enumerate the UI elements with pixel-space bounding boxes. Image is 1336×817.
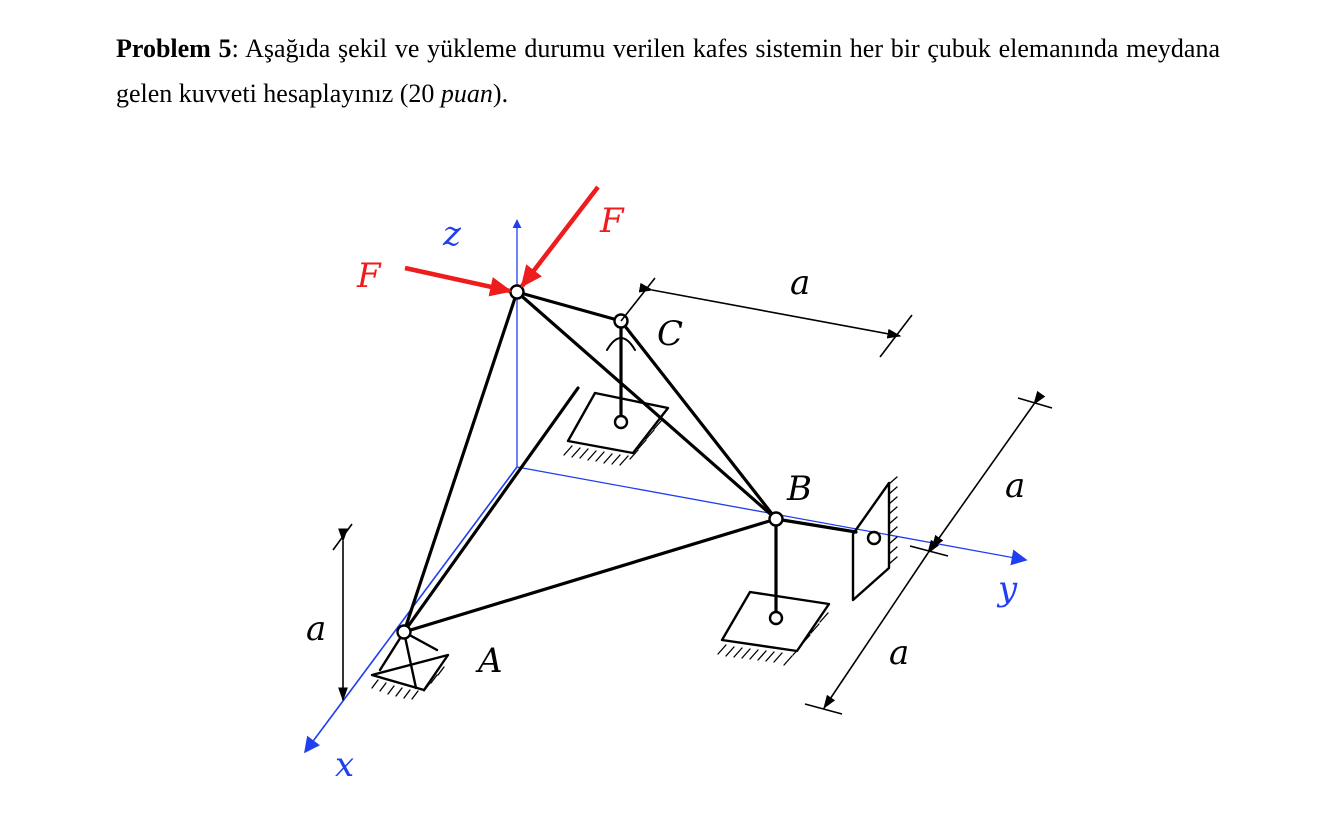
dim-label-right-lower: a — [889, 633, 910, 673]
axis-label-y: y — [998, 569, 1018, 609]
node-labels — [475, 314, 812, 681]
node-label-B: B — [787, 469, 812, 509]
truss-bars — [404, 292, 856, 632]
force-label-left: F — [357, 256, 381, 296]
points-unit: puan — [440, 79, 493, 108]
bar-B-wall — [776, 519, 856, 532]
force-label-top: F — [600, 201, 624, 241]
bar-C-B — [621, 321, 776, 519]
bar-top-A — [404, 292, 517, 632]
points-number: 20 — [408, 79, 435, 108]
problem-heading: Problem 5 — [116, 34, 232, 63]
dim-label-left: a — [306, 609, 327, 649]
axis-labels — [335, 214, 1018, 785]
node-label-C: C — [657, 314, 684, 354]
problem-text-end: ). — [492, 79, 509, 108]
joint-top — [511, 286, 524, 299]
forces — [356, 187, 625, 296]
dim-label-top: a — [790, 263, 811, 303]
axis-label-z: z — [443, 214, 461, 254]
support-A — [372, 632, 448, 699]
problem-text: : Aşağıda şekil ve yükleme durumu verilen kafes sistemin her bir çubuk elemanında meydana gelen kuvveti hesaplayınız ( — [116, 34, 1220, 108]
joint-wall — [868, 532, 880, 544]
force-arrow-horizontal — [405, 268, 510, 291]
bar-A-C — [404, 388, 578, 632]
joint-B — [770, 513, 783, 526]
axis-label-x: x — [335, 745, 355, 785]
bar-A-B — [404, 519, 776, 632]
joint-A — [398, 626, 411, 639]
dim-label-right-upper: a — [1005, 466, 1026, 506]
bar-top-B — [517, 292, 776, 519]
node-label-A: A — [478, 641, 503, 681]
joints — [398, 286, 881, 639]
force-arrow-diagonal — [522, 187, 598, 286]
joint-C-support — [615, 416, 627, 428]
support-B-floor — [718, 592, 829, 665]
support-C — [564, 393, 668, 465]
joint-B-support — [770, 612, 782, 624]
